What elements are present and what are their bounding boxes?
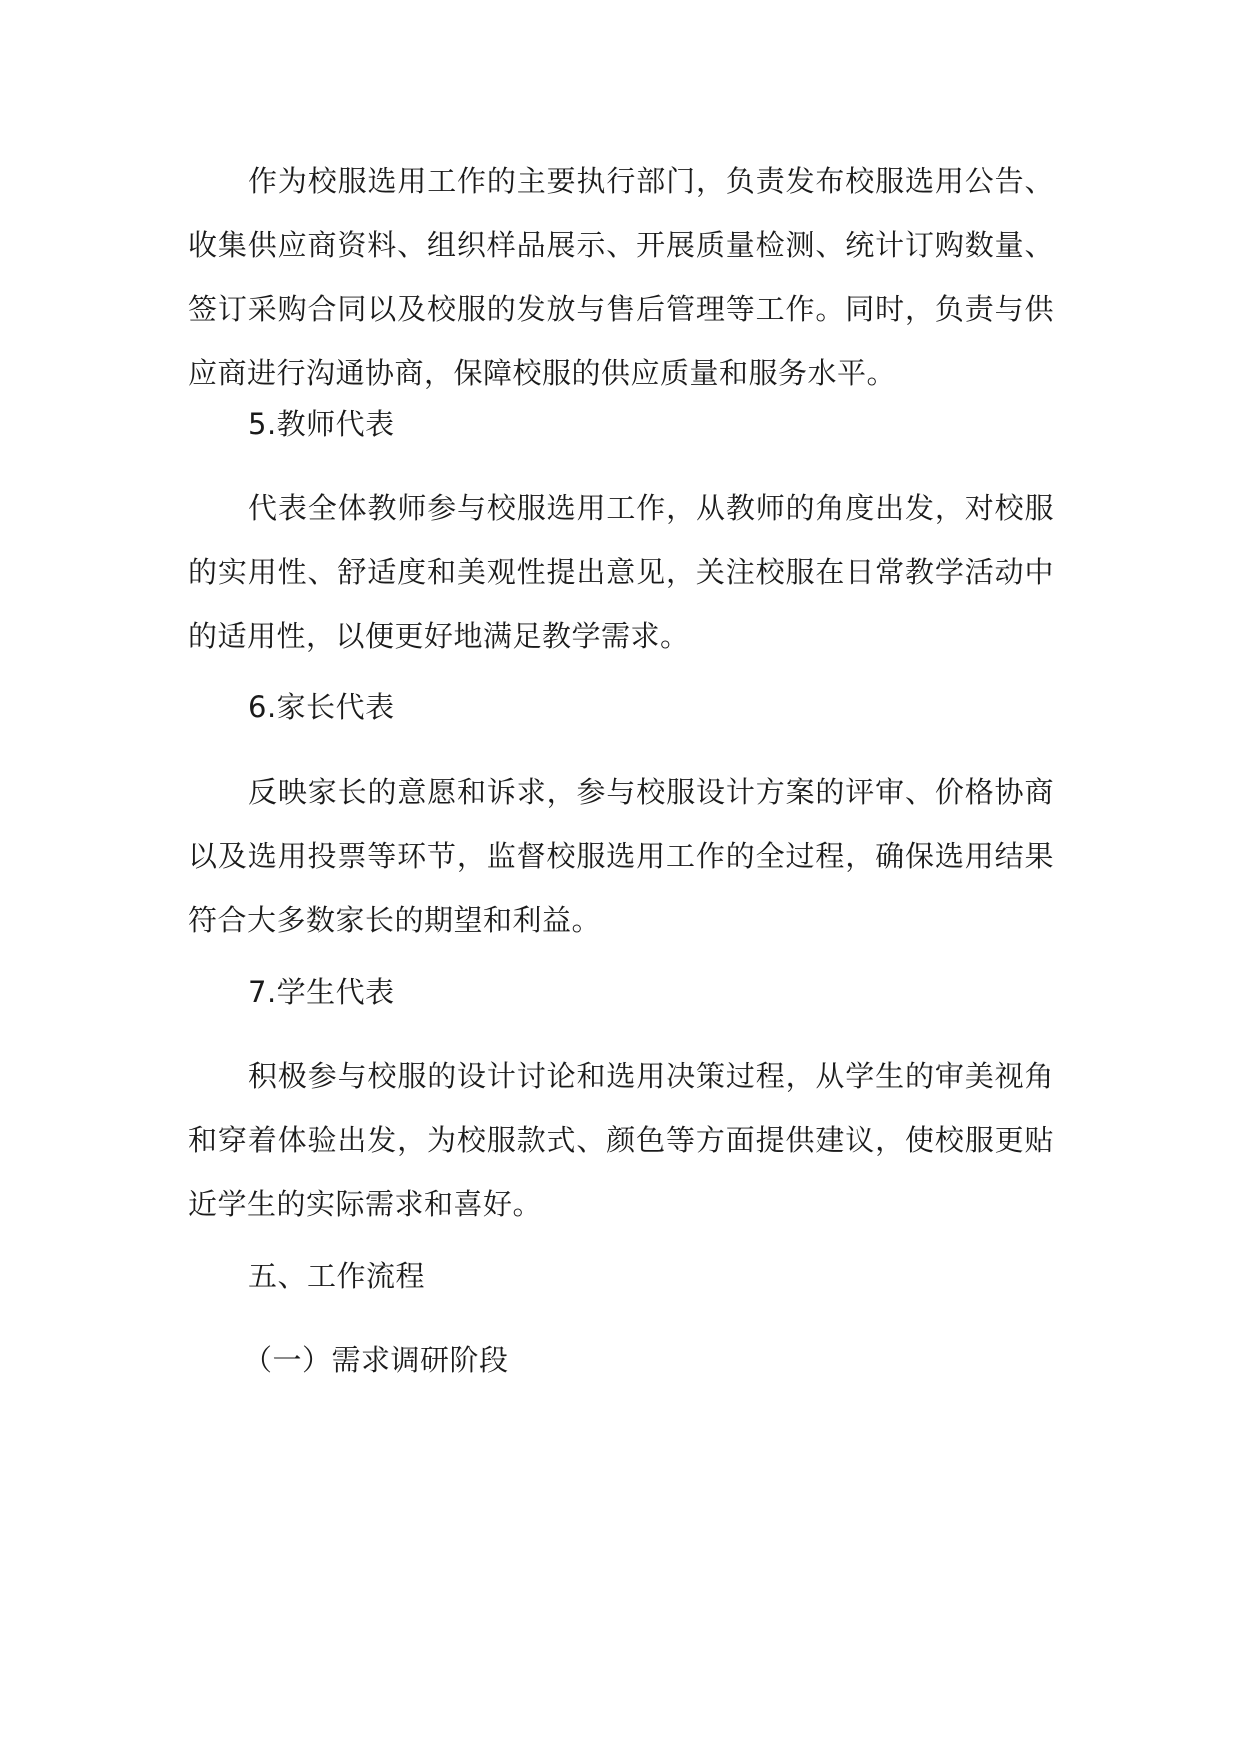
heading-parent-rep: 6.家长代表 — [248, 690, 395, 724]
paragraph-teacher-rep: 代表全体教师参与校服选用工作，从教师的角度出发，对校服的实用性、舒适度和美观性提出意见，关注校服在日常教学活动中的适用性，以便更好地满足教学需求。 — [188, 491, 1054, 653]
paragraph-execution-dept: 作为校服选用工作的主要执行部门，负责发布校服选用公告、收集供应商资料、组织样品展示、开展质量检测、统计订购数量、签订采购合同以及校服的发放与售后管理等工作。同时，负责与供应商进行沟通协商，保障校服的供应质量和服务水平。 — [188, 164, 1054, 390]
heading-work-process: 五、工作流程 — [248, 1259, 426, 1293]
paragraph-student-rep: 积极参与校服的设计讨论和选用决策过程，从学生的审美视角和穿着体验出发，为校服款式、颜色等方面提供建议，使校服更贴近学生的实际需求和喜好。 — [188, 1059, 1054, 1221]
paragraph-parent-rep: 反映家长的意愿和诉求，参与校服设计方案的评审、价格协商以及选用投票等环节，监督校服选用工作的全过程，确保选用结果符合大多数家长的期望和利益。 — [188, 775, 1054, 937]
heading-teacher-rep: 5.教师代表 — [248, 407, 395, 441]
heading-student-rep: 7.学生代表 — [248, 975, 395, 1009]
heading-needs-research: （一）需求调研阶段 — [243, 1343, 509, 1377]
